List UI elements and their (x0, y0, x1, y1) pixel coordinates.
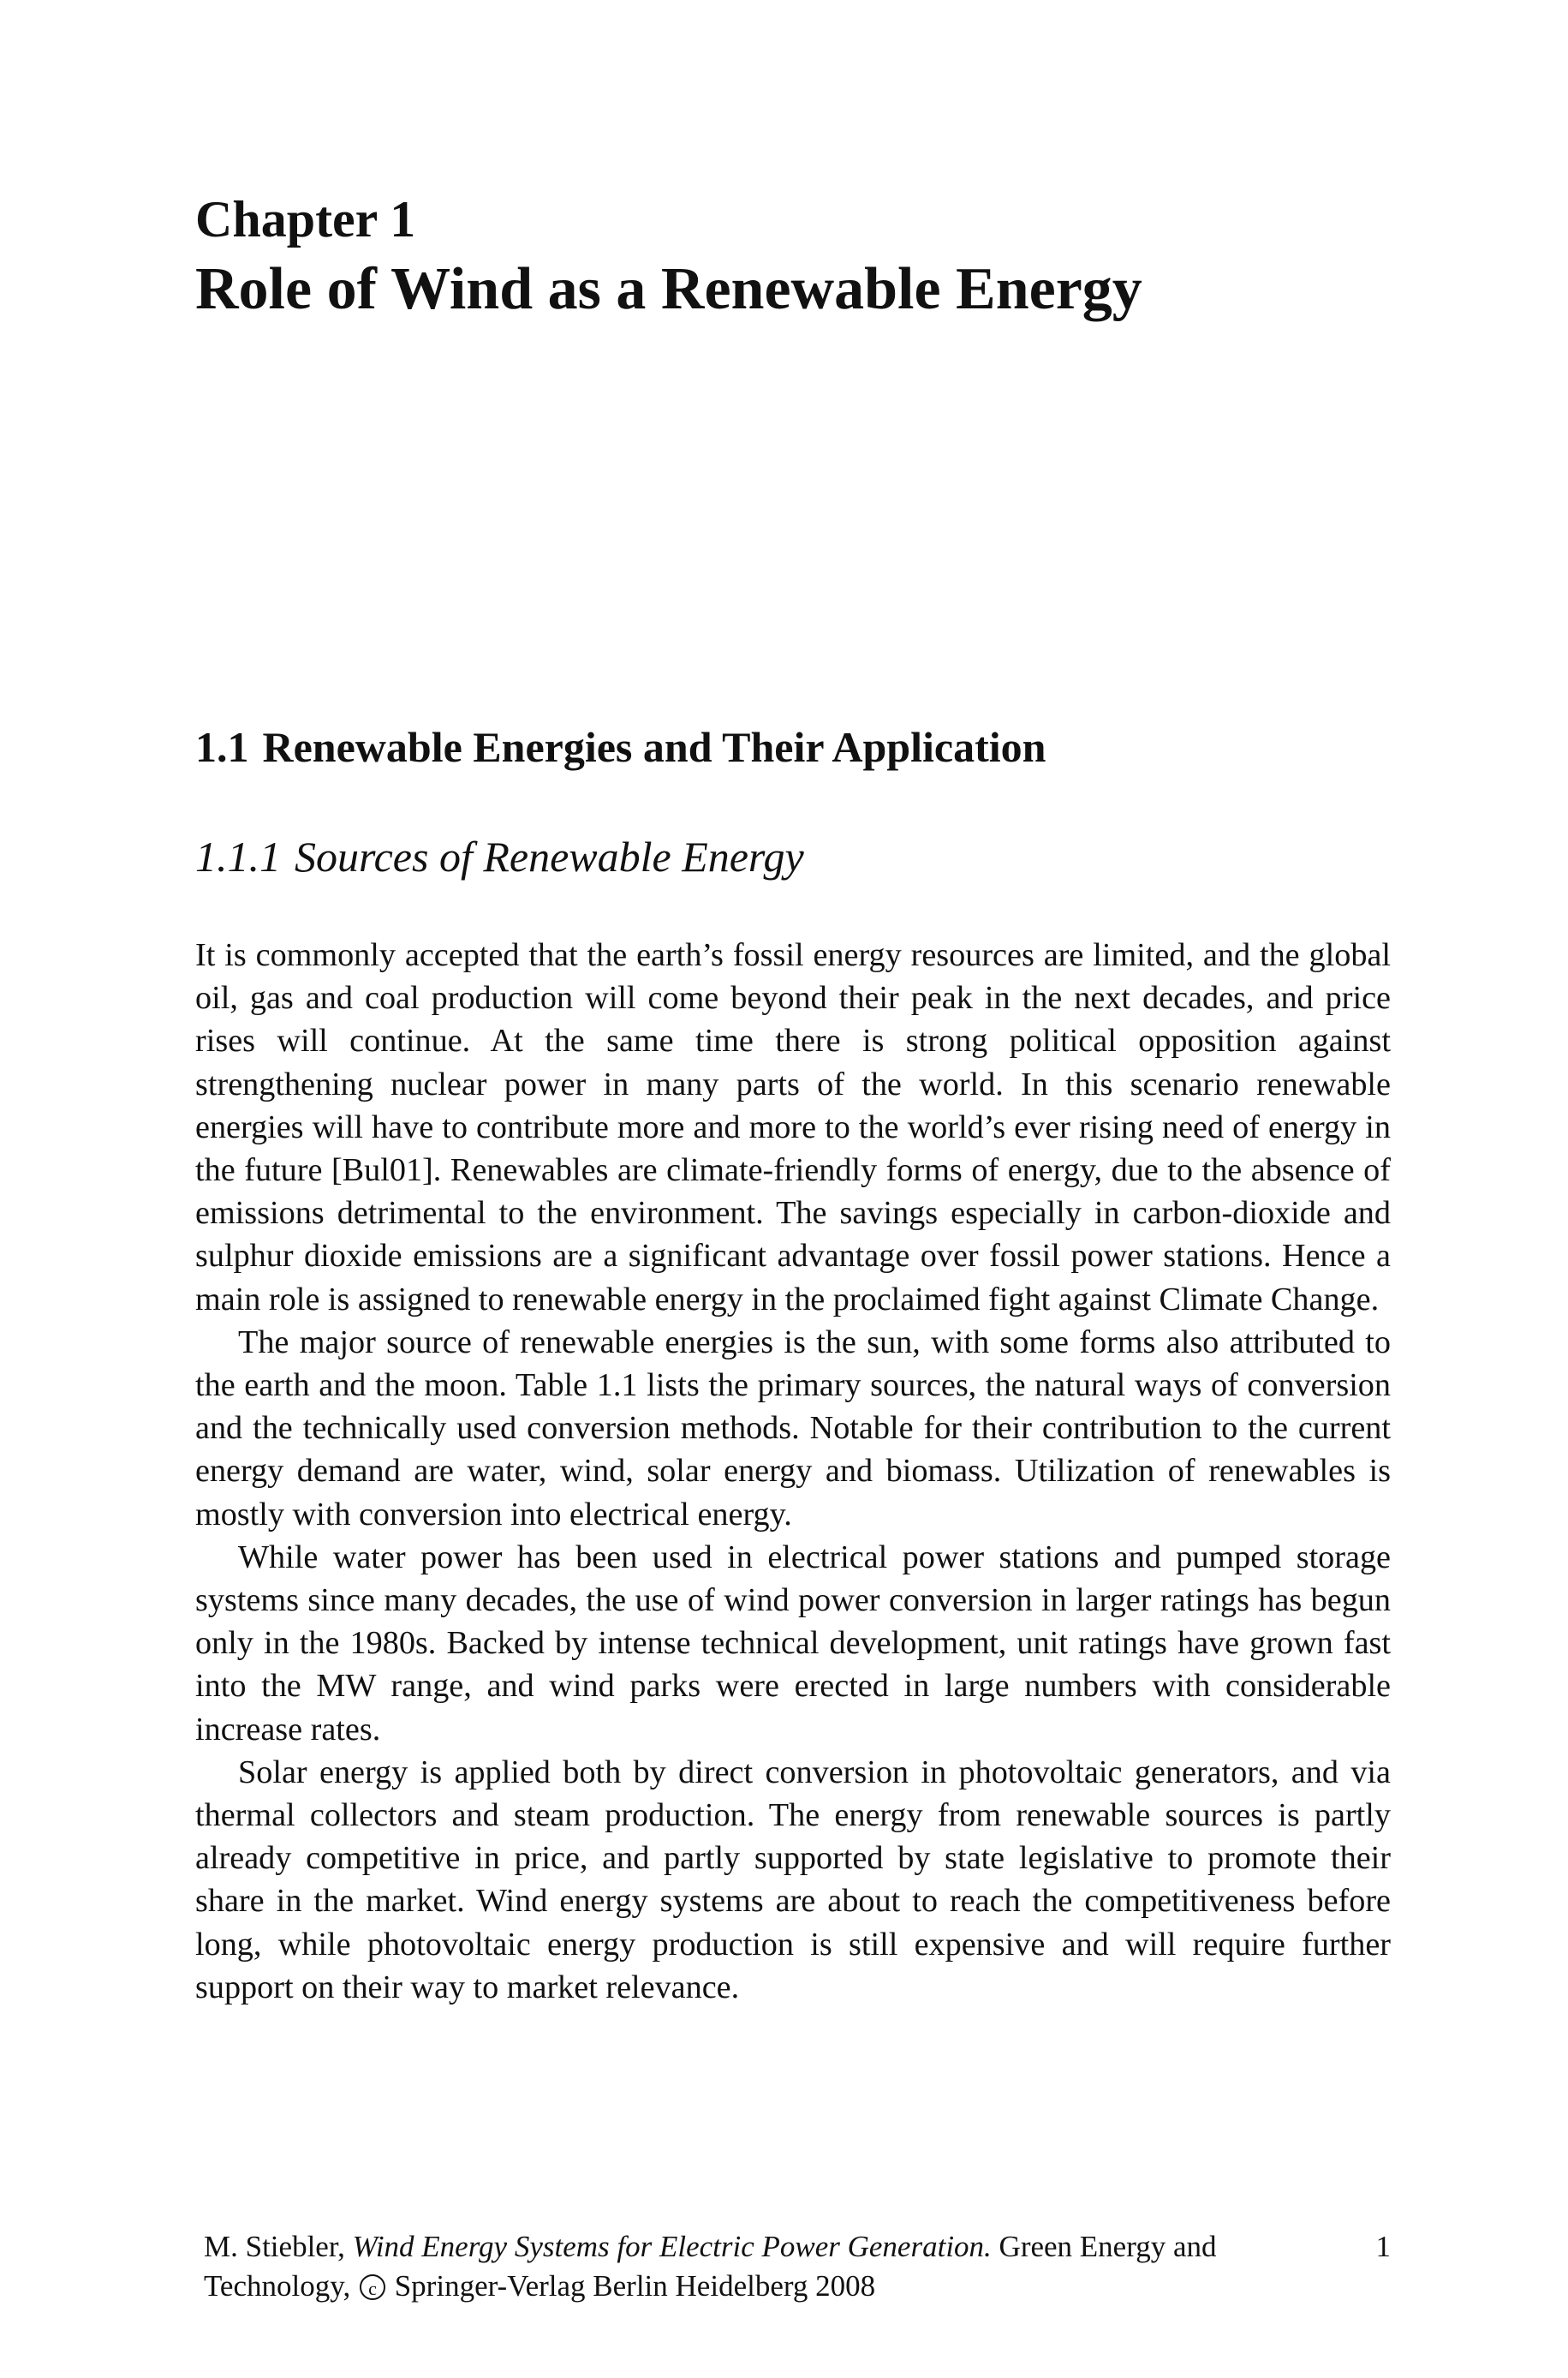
chapter-title: Role of Wind as a Renewable Energy (195, 256, 1142, 322)
paragraph: It is commonly accepted that the earth’s fossil energy resources are limited, and the global oil, gas and coal production will come beyond their peak in the next decades, and price rises will continue. At the same time there is strong political opposition against strengthening nuclear power in many parts of the world. In this scenario renewable energies will have to contribute more and more to the world’s ever rising need of energy in the future [Bul01]. Renewables are climate-friendly forms of energy, due to the absence of emissions detrimental to the environment. The savings especially in carbon-dioxide and sulphur dioxide emissions are a significant advantage over fossil power stations. Hence a main role is assigned to renewable energy in the proclaimed fight against Climate Change. (195, 937, 1391, 1317)
section-number: 1.1 (195, 723, 249, 771)
paragraph: While water power has been used in electrical power stations and pumped storage systems since many decades, the use of wind power conversion in larger ratings has begun only in the 1980s. Backed by intense technical development, unit ratings have grown fast into the MW range, and wind parks were erected in large numbers with considerable increase rates. (195, 1539, 1391, 1748)
section-heading (195, 721, 1046, 773)
page-number: 1 (1375, 2230, 1391, 2263)
section-title: Renewable Energies and Their Application (262, 723, 1046, 771)
subsection-title: Sources of Renewable Energy (295, 833, 804, 881)
footer-author: M. Stiebler, (204, 2230, 345, 2263)
body-text (195, 934, 1391, 2009)
footer-citation (204, 2227, 1274, 2306)
paragraph: Solar energy is applied both by direct conversion in photovoltaic generators, and via thermal collectors and steam production. The energy from renewable sources is partly already competitive in price, and partly supported by state legislative to promote their share in the market. Wind energy systems are about to reach the competitiveness before long, while photovoltaic energy production is still expensive and will require further support on their way to market relevance. (195, 1754, 1391, 2005)
copyright-icon: c (360, 2274, 385, 2300)
subsection-number: 1.1.1 (195, 833, 281, 881)
chapter-label: Chapter 1 (195, 191, 416, 248)
footer-series: Green Energy and Technology, (204, 2230, 1217, 2303)
footer-publisher: Springer-Verlag Berlin Heidelberg 2008 (394, 2269, 876, 2303)
page-footer (204, 2227, 1391, 2306)
paragraph: The major source of renewable energies is the sun, with some forms also attributed to the earth and the moon. Table 1.1 lists the primary sources, the natural ways of conversion and the technically used conversion methods. Notable for their contribution to the current energy demand are water, wind, solar energy and biomass. Utilization of renewables is mostly with conversion into electrical energy. (195, 1323, 1391, 1533)
document-page (195, 0, 1391, 2378)
subsection-heading (195, 831, 804, 882)
footer-book-title: Wind Energy Systems for Electric Power Generation. (352, 2230, 992, 2263)
